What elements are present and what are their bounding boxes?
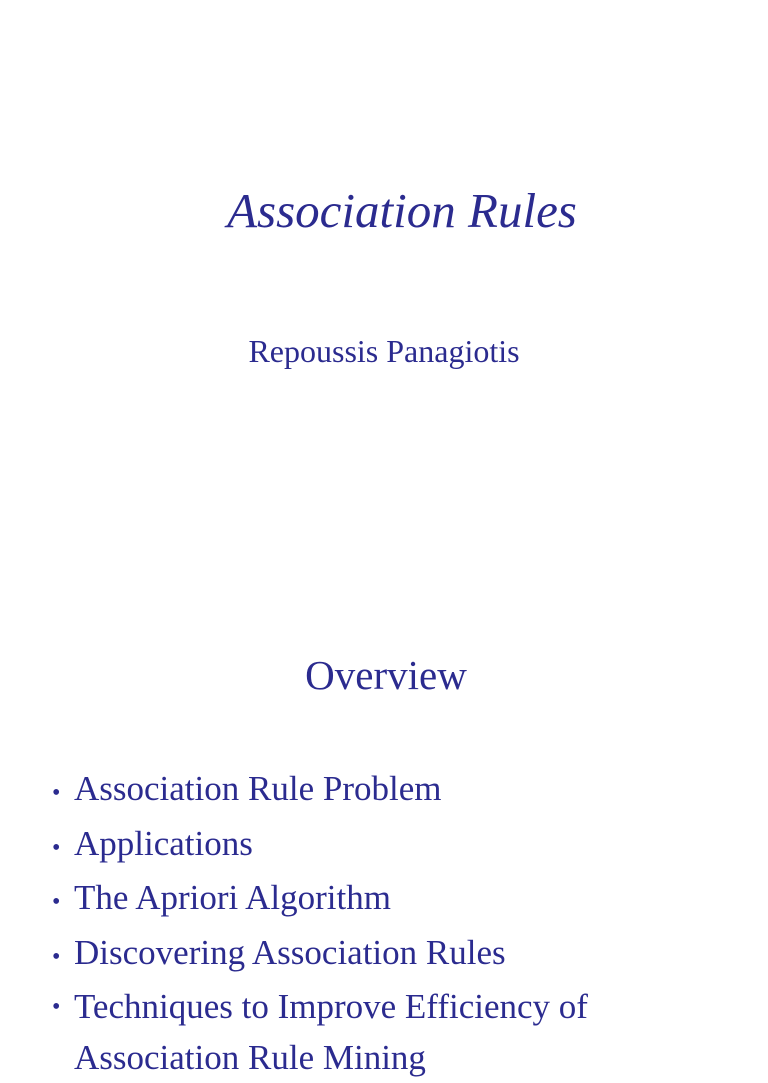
bullet-text: Applications — [74, 823, 253, 863]
bullet-item — [52, 764, 752, 819]
bullet-dot-icon: • — [52, 834, 61, 861]
slide-title — [0, 0, 768, 512]
overview-bullet-list — [52, 764, 752, 1083]
bullet-text: The Apriori Algorithm — [74, 878, 391, 917]
bullet-dot-icon: • — [52, 943, 61, 970]
overview-heading: Overview — [305, 652, 467, 698]
bullet-dot-icon: • — [52, 780, 61, 806]
slide-author: Repoussis Panagiotis — [248, 333, 520, 369]
slide-title-heading: Association Rules — [227, 183, 577, 238]
bullet-dot-icon: • — [52, 889, 61, 915]
bullet-text: Techniques to Improve Efficiency of Association Rule Mining — [74, 987, 588, 1077]
slide-overview — [0, 512, 768, 1077]
bullet-text: Discovering Association Rules — [74, 932, 506, 972]
bullet-item — [52, 982, 724, 1083]
bullet-item — [52, 928, 752, 983]
bullet-dot-icon: • — [52, 994, 61, 1020]
bullet-text: Association Rule Problem — [74, 769, 442, 808]
bullet-item — [52, 819, 752, 874]
bullet-item — [52, 873, 752, 928]
